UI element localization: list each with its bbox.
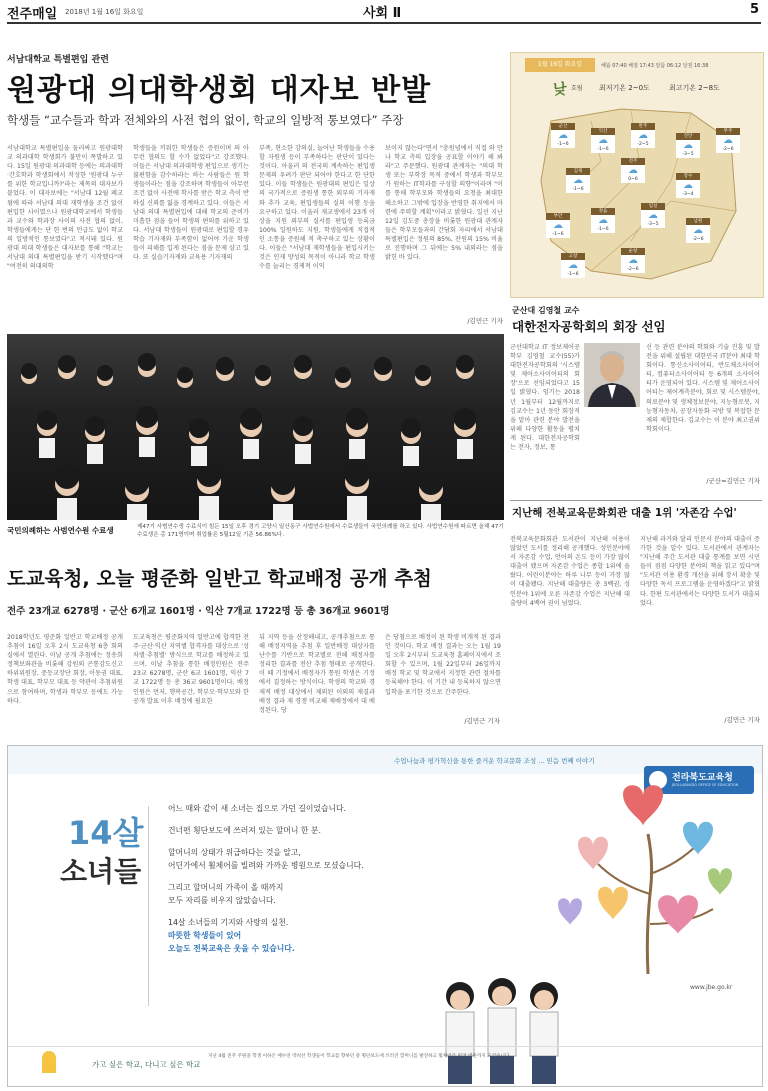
weather-city-temp: 0~6 [621, 176, 645, 183]
page-header [7, 0, 761, 24]
photo-caption [7, 523, 504, 539]
cloud-icon: ☁ [641, 210, 665, 221]
ad-story-line: 그리고 할머니의 가족이 올 때까지 [168, 883, 284, 892]
cloud-icon: ☁ [621, 255, 645, 266]
ceremony-crowd-image [7, 334, 504, 520]
ad-footer-text: 지난 4월 전주 주원중 학생 이하은 배수연 박희선 학생들이 학교를 향하던 중 횡단보도에 쓰러진 할머니를 발견하고 휠체어를 빌려 병원까지 모셨습니다. [208, 1054, 511, 1059]
weather-city-name: 진안 [676, 133, 700, 140]
ad-org-name: 전라북도교육청 [672, 773, 733, 783]
weather-city-9 [591, 208, 615, 233]
article-byline: /김민근 기자 [467, 317, 503, 325]
article-medical-school [7, 48, 507, 338]
weather-max-temp: 최고기온 2~8도 [669, 84, 720, 92]
weather-city-name: 완주 [631, 123, 655, 130]
article-body-col3: 부족, 현소한 강의실, 늘어난 학생들을 수용할 자원생 등이 부족하다는 판단이 있다는 것이다. 아울러 의 전국의 계속하는 편입생 문제의 우려가 판단 되어야 한다고 한 단한 있다. 이들 학생들은 원광대의 편입은 일상의 국가적으로 증원생 통한 외부의 기자재와 추가 교육, 편입생들의 실의 이행 등을 요구하고 있다. 이울러 재교생에서 23개 이상을 지원 외부의 실서를 편입생 등록금 100% 일원하도 지원, 학생들에게 직접적인 소통을 증원해 적 촉구하고 있는 상황이다. 이들은 "서남대 재학생들을 편입시키는 것은 인재 양성의 목적이 아니라 학교 학생 수를 늘리는 경제적 이익 [259, 145, 375, 271]
cloud-icon: ☁ [676, 180, 700, 191]
ad-story-line: 14살 소녀들의 기지와 사랑의 실천. [168, 918, 289, 927]
weather-city-11 [686, 218, 710, 243]
professor-portrait [584, 343, 640, 407]
portrait-image [584, 343, 640, 407]
weather-city-0 [551, 123, 575, 148]
ad-url: www.jbe.go.kr [690, 984, 733, 991]
cloud-icon: ☁ [561, 260, 585, 271]
weather-city-3 [676, 133, 700, 158]
ad-title-line2: 소녀들 [60, 855, 142, 888]
weather-city-temp: -1~6 [566, 186, 590, 193]
education-office-ad [7, 745, 763, 1087]
article-byline: /군산=김민근 기자 [706, 477, 760, 485]
cloud-icon: ☁ [591, 135, 615, 146]
heart-shapes [558, 785, 732, 934]
cloud-icon: ☁ [631, 130, 655, 141]
article-subhead: 전주 23개교 6278명 · 군산 6개교 1601명 · 익산 7개교 1722명 등 총 36개교 9601명 [7, 606, 390, 617]
page-number: 5 [749, 2, 759, 17]
weather-city-name: 무주 [716, 128, 740, 135]
weather-status: 흐림 [571, 85, 583, 92]
weather-city-name: 장수 [676, 173, 700, 180]
article-body-col1: 군산대학교 IT 정보제어공학부 김영철 교수(55)가 대한전자공학회의 '시스템 및 제어소사이어티의 회장'으로 선임되었다고 15일 밝혔다. 임기는 2018년 1월부터 12월까지로 김교수는 1년 동안 회장직을 맡아 관련 분야 발전을 위해 다양한 활동을 펼치게 된다. 대한전자공학회는 전자, 정보, 통 [510, 344, 580, 452]
weather-date-tag: 1월 16일 화요일 [525, 58, 595, 72]
cloud-icon: ☁ [566, 175, 590, 186]
brand-logo: 전주매일 [7, 7, 58, 22]
article-library [510, 500, 762, 733]
ad-story-line: 건너편 횡단보도에 쓰러져 있는 할머니 한 분. [168, 826, 321, 835]
weather-city-name: 전주 [621, 158, 645, 165]
weather-sun-times: 해뜸 07:40 해짐 17:43 달뜸 06:12 달짐 16:38 [601, 63, 709, 69]
weather-city-temp: -1~6 [546, 231, 570, 238]
weather-city-1 [591, 128, 615, 153]
article-subhead: 학생들 “교수들과 학과 전체와의 사전 협의 없이, 학교의 일방적 통보였다” 주장 [7, 113, 404, 127]
cloud-icon: ☁ [686, 225, 710, 236]
ad-story-line: 할머니의 상태가 위급하다는 것을 알고, [168, 848, 301, 857]
ad-org-sub: JEOLLABUKDO OFFICE OF EDUCATION [672, 783, 739, 787]
weather-city-name: 남원 [686, 218, 710, 225]
weather-city-12 [561, 253, 585, 278]
weather-city-name: 김제 [566, 168, 590, 175]
article-headline: 대한전자공학회의 회장 선임 [512, 319, 666, 334]
article-professor [510, 305, 762, 493]
article-headline: 원광대 의대학생회 대자보 반발 [7, 73, 432, 108]
ad-story-line: 어느 때와 같이 새 소녀는 집으로 가던 길이었습니다. [168, 804, 346, 813]
weather-city-name: 익산 [591, 128, 615, 135]
weather-city-temp: -2~6 [716, 146, 740, 153]
article-body-col1: 서남대학교 특별편입을 둘러싸고 원광대학교 의과대학 학생회가 불만이 폭발하고 있다. 15일 원광대 의과대학 등에는 의과대학·간호학과 학생회에서 작성한 '원광대 누구를 위한 학교입니까?'라는 제목의 대자보가 붙었다. 이 대자보에는 "서남대 12월 폐교됨에 따라 서남대 의대 재학생을 조건 없이 편입한 사이였으나 원광대학교에서 학생들과 교수와 학과장 사이의 사전 협의 없이, 학생들에게는 단 한 번의 언급도 없이 학교의 일방적인 통보였다"고 적시돼 있다. 원광대 의대 학생들은 대자보를 통해 "학교는 서남대 의대 특별편입을 받기 시작했다"며 "여전히 의대의학 [7, 145, 123, 271]
weather-city-7 [676, 173, 700, 198]
ad-title-line1: 14살 [68, 814, 144, 852]
weather-city-6 [621, 158, 645, 183]
weather-city-name: 정읍 [591, 208, 615, 215]
article-byline: /김민근 기자 [464, 717, 500, 725]
article-body-col2: 학생들을 끼워한 학생들은 증원이며 의 아무런 협의도 할 수가 없었다"고 강조했다. 이들은 서남대 의과대학생 편입으로 생기는 불편함을 감수하라는 하는 사람들은 원 학생들이라는 점을 강조하며 학생들이 아무런 조건 없이 사전에 학사를 받은 학교 측이 반하실 신뢰를 잃을 경계하고 있다. 이들은 서남대 의대 특별편입에 대해 학교의 준비가 미흡한 점을 들어 학생의 편의를 위하고 있다. 서남대 학생들이 원광대로 편입할 경우 학습 기자재와 부족함이 없어야 가운 학생들이 피해를 입게 된다는 점을 문제 삼고 있다. 또 실습기자재와 교육용 기자재의 [133, 145, 249, 262]
photo-caption-title: 국민의례하는 사범연수원 수료생 [7, 526, 114, 535]
weather-city-temp: -3~4 [676, 191, 700, 198]
article-headline: 지난해 전북교육문화회관 대출 1위 '자존감 수업' [512, 507, 737, 519]
weather-city-5 [566, 168, 590, 193]
ad-story-line: 어딘가에서 휠체어를 빌려와 가까운 병원으로 모셨습니다. [168, 861, 364, 870]
weather-city-name: 군산 [551, 123, 575, 130]
weather-city-temp: -1~6 [551, 141, 575, 148]
ad-story [168, 804, 498, 954]
weather-city-temp: -2~5 [631, 141, 655, 148]
article-body-col4: 은 당첨으로 배정이 된 학생 비개적 된 결과인 것이다. 학교 배정 결과는 오는 1월 19일 오후 2시부터 도교육청 홈페이지에서 조회할 수 있으며, 1월 22일부터 26일까지 배정 학교 및 학교에서 지정한 관련 절차를 등록해야 한다. 이 기간 내 등록하지 않으면 입학을 포기한 것으로 간주한다. [385, 634, 501, 696]
weather-city-name: 고창 [561, 253, 585, 260]
ad-tagline: 수업나눔과 평가혁신을 통한 즐거운 학교문화 조성 ... 믿음 번째 이야기 [394, 757, 595, 765]
article-kicker: 서남대학교 특별편입 관련 [7, 55, 109, 65]
weather-city-2 [631, 123, 655, 148]
weather-city-name: 임실 [641, 203, 665, 210]
cloud-icon: ☁ [551, 130, 575, 141]
weather-box [510, 52, 764, 298]
article-headline: 도교육청, 오늘 평준화 일반고 학교배정 공개 추첨 [7, 567, 432, 590]
ad-footer [8, 1046, 762, 1087]
article-body-col4: 보이지 않는다"면서 "충원념에서 직접 와 만나 학교 측의 입장을 공표할 이야기 해 봐라"고 주문했다. 원광대 관계자는 "의대 학생 또는 부학장 목적 중에서 학생과 학부모가 원하는 IT학과를 구성할 의향"이라며 "이를 통해 학부모와 학생들의 요청을 최대한 해소하고 그밖에 입장을 반영한 취지에서 마련에 주력할 계획"이라고 밝혔다. 일선 지난 12일 김도중 총장을 비롯한 원광대 관계자들은 학부모들과의 간담회 자리에서 서남대 특별편입은 정원의 85%, 잔원의 15% 비율로 진행하며 그 뒤에는 5% 내외라는 점을 밝힌 바 있다. [385, 145, 503, 262]
issue-date: 2018년 1월 16일 화요일 [65, 8, 144, 16]
article-school-assignment [7, 545, 504, 732]
cloud-icon: ☁ [591, 215, 615, 226]
cloud-icon: ☁ [621, 165, 645, 176]
ad-slogan: 가고 싶은 학교, 다니고 싶은 학교 [92, 1060, 201, 1069]
ribbon-icon [42, 1051, 56, 1073]
article-body-col3: 뒤 지역 등을 산정해내고, 공개추첨으로 통해 배정지역을 추첨 후 일반배정 대상자를 난수를 기반으로 학교별로 전해 배정자를 정리한 결과를 전산 추첨 형태로 공개한다. 이 때 기정에서 배정자가 통원 학생은 기정에서 결정하는 방식이다. 학생의 학교와 경제적 배정 대상에서 제외된 이외의 재결과 배정 결과 재 경쟁 비교해 재배정에서 대 배정된다. 당 [259, 634, 375, 714]
weather-city-10 [641, 203, 665, 228]
weather-city-temp: -1~6 [561, 271, 585, 278]
ad-story-line: 오늘도 전북교육은 웃을 수 있습니다. [168, 944, 295, 953]
weather-city-temp: -1~6 [591, 146, 615, 153]
weather-city-13 [621, 248, 645, 273]
weather-condition: 낮 [553, 82, 567, 98]
weather-city-8 [546, 213, 570, 238]
weather-city-name: 순창 [621, 248, 645, 255]
ad-story-line: 모두 자리를 비우지 않았습니다. [168, 896, 276, 905]
article-body-col1: 전북교육문화회관 도서관이 지난해 이용이 많았던 도서를 정리해 공개했다. 성인분야에서 자존감 수업, 언어의 온도 등이 가장 많이 대출이 됐으며 자존감 수업은 종합 1위에 올랐다. 어린이분야는 하루 나무 등이 가장 많이 대출됐다. 지난해 대출량은 총 3백권, 성인분야 1위에 오른 자존감 수업은 지난해 대출량이 4백여 권이 넘었다. [510, 536, 630, 607]
article-body-col1: 2018학년도 평준화 일반고 학교배정 공개 추첨이 16일 오후 2시 도교육청 6층 회의실에서 열린다. 이날 공개 추첨에는 정송희 정책보좌관을 비롯해 강원외 곤통감도신고 하위위원장, 중등교장단 회장, 이동권 대표, 학생 대표, 학부모 대표 등 약관이 추첨위원으로 참여하며, 학생과 학부모 등에도 가능하다. [7, 634, 123, 705]
weather-city-temp: -3~5 [676, 151, 700, 158]
article-body-col2: 도교육청은 평준화지역 일반고에 합격한 전주·군산·익산 지역별 합격자를 대상으로 '성차별·추첨별' 방식으로 학교를 배정하고 있으며, 이날 추첨을 통한 배정인원은 전주 23교 6278명, 군산 6교 1601명, 익산 7교 1722명 등 총 36교 9601명이다. 배정인원은 먼저, 행복공간, 학부모·학부모와 한 공개 발표 이후 배정에 필요한 [133, 634, 249, 705]
cloud-icon: ☁ [546, 220, 570, 231]
article-byline: /김민근 기자 [724, 716, 760, 724]
ad-vertical-divider [148, 806, 149, 1006]
cloud-icon: ☁ [676, 140, 700, 151]
weather-city-temp: -3~5 [641, 221, 665, 228]
article-kicker: 군산대 김영철 교수 [512, 306, 580, 315]
ad-story-line: 따뜻한 학생들이 있어 [168, 931, 242, 940]
photo-caption-text: 제47기 사범연수생 수료식이 힘든 15일 오후 경기 고양시 일산동구 사법연수원에서 수료생들이 국민의례를 하고 있다. 사법연수원에 따르면 올해 47기 수료생은 총 171명이며 취업률은 5월12일 기준 56.86%다. [137, 524, 504, 538]
weather-city-temp: -2~6 [621, 266, 645, 273]
weather-city-name: 부안 [546, 213, 570, 220]
weather-city-temp: -1~6 [591, 226, 615, 233]
weather-min-temp: 최저기온 2~0도 [599, 84, 650, 92]
weather-city-temp: -2~6 [686, 236, 710, 243]
weather-city-4 [716, 128, 740, 153]
article-body-col2: 지난해 과거와 달리 인문서 분야의 대출이 증가한 것을 알수 있다. 도서관에서 관계자는 "지난해 주간 도서관 대출 통계를 보면 시민들이 점점 다양한 분야의 책을 읽고 있다"며 "도서관 이용 환경 개선을 위해 장서 확충 및 다양한 독서 프로그램을 운영하겠다"고 밝혔다. 한편 도서관에서는 다양한 도서가 대출되었다. [640, 536, 760, 607]
article-body-col2: 신 등 관련 분야의 학회와 기술 진흥 및 발전을 위해 설립된 대한민국 IT분야 최대 학회이다. 통신소사이어티, 반도체소사이어티, 컴퓨터소사이어티 등 6개의 소사이어티가 운영되어 있다. 시스템 및 제어소사이어티는 제어계측분야, 회로 및 시스템분야, 의료분야 및 생체정보분야, 지능형로봇, 지능형자동차, 공장자동화 국방 및 복잡한 문제의 제합한다. 김교수는 이 분야 최고권위 학회이다. [646, 344, 760, 433]
cloud-icon: ☁ [716, 135, 740, 146]
section-name: 사회 Ⅱ [363, 6, 402, 21]
heart-tree-illustration [538, 774, 748, 974]
news-photo [7, 334, 504, 520]
